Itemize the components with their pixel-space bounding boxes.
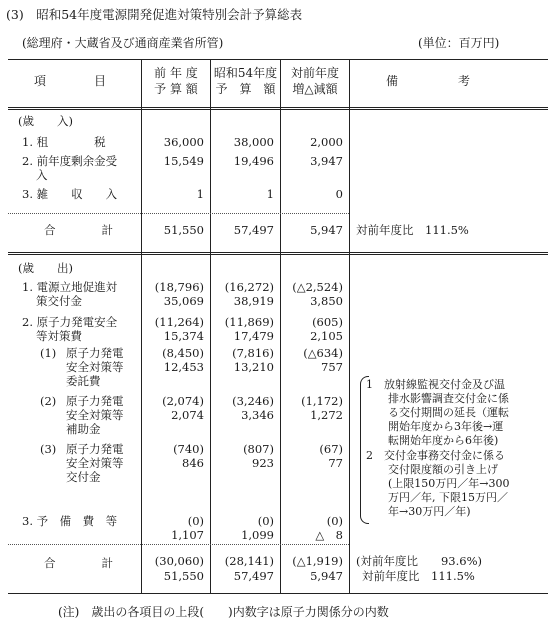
row-label-cont: 安全対策等 xyxy=(66,360,124,374)
row-label-cont: 委託費 xyxy=(66,374,101,388)
cur-value: 17,479 xyxy=(233,329,274,343)
row-label: 1. 電源立地促進対 xyxy=(22,280,118,294)
diff-value: 3,850 xyxy=(310,294,343,308)
remark-line: (上限150万円／年→300 xyxy=(366,477,510,490)
prev-value: 36,000 xyxy=(163,135,204,149)
row-label-cont: 補助金 xyxy=(66,422,101,436)
sub-item-number: (2) xyxy=(40,394,57,408)
header-prev-line1: 前 年 度 xyxy=(154,66,198,80)
row-label: 原子力発電 xyxy=(66,442,124,456)
sub-item-number: (1) xyxy=(40,346,57,360)
prev-value-nuclear: (11,264) xyxy=(154,315,204,329)
diff-value: △ 8 xyxy=(315,528,343,542)
sub-item-number: (3) xyxy=(40,442,57,456)
cur-value-nuclear: (0) xyxy=(257,514,274,528)
document-title: (3) 昭和54年度電源開発促進対策特別会計予算総表 xyxy=(6,7,303,22)
diff-value-nuclear: (1,172) xyxy=(301,394,343,408)
cur-value: 923 xyxy=(252,456,274,470)
diff-value: 5,947 xyxy=(310,569,343,583)
remark-line: 開始年度から3年後→運 xyxy=(366,420,504,433)
prev-value-nuclear: (0) xyxy=(187,514,204,528)
diff-value: 757 xyxy=(321,360,343,374)
diff-value-nuclear: (△634) xyxy=(303,346,343,360)
row-label: 原子力発電 xyxy=(66,346,124,360)
cur-value: 57,497 xyxy=(233,569,274,583)
row-label: 3. 予 備 費 等 xyxy=(22,514,118,528)
row-label-cont: 等対策費 xyxy=(36,329,82,343)
diff-value: 0 xyxy=(335,187,343,201)
remark-line: 排水影響調査交付金に係 xyxy=(366,392,509,405)
diff-value-nuclear: (△2,524) xyxy=(292,280,343,294)
diff-value: 1,272 xyxy=(310,408,343,422)
row-label-cont: 入 xyxy=(36,168,48,182)
ministry-label: (総理府・大蔵省及び通商産業省所管) xyxy=(22,36,224,50)
diff-value-nuclear: (0) xyxy=(326,514,343,528)
remark-line: 1 放射線監視交付金及び温 xyxy=(366,378,505,391)
cur-value: 38,919 xyxy=(233,294,274,308)
cur-value: 38,000 xyxy=(233,135,274,149)
diff-value: 77 xyxy=(328,456,343,470)
prev-value: 2,074 xyxy=(171,408,204,422)
header-diff-line2: 増△減額 xyxy=(292,82,338,96)
header-remarks: 備 考 xyxy=(386,74,471,88)
cur-value: 13,210 xyxy=(233,360,274,374)
cur-value-nuclear: (7,816) xyxy=(232,346,274,360)
cur-value: 3,346 xyxy=(241,408,274,422)
diff-value-nuclear: (67) xyxy=(319,442,343,456)
cur-value-nuclear: (28,141) xyxy=(224,554,274,568)
row-label: 1. 租 税 xyxy=(22,135,106,149)
remark-line: 2 交付金事務交付金に係る xyxy=(366,449,505,462)
unit-label: (単位：百万円) xyxy=(418,36,500,50)
remark-ratio: 対前年度比 111.5% xyxy=(356,223,469,237)
row-label-cont: 交付金 xyxy=(66,470,101,484)
prev-value: 15,549 xyxy=(163,154,204,168)
diff-value-nuclear: (△1,919) xyxy=(292,554,343,568)
prev-value: 51,550 xyxy=(163,223,204,237)
remark-line: 交付限度額の引き上げ xyxy=(366,463,498,476)
row-label: 2. 原子力発電安全 xyxy=(22,315,118,329)
row-label: 原子力発電 xyxy=(66,394,124,408)
prev-value-nuclear: (8,450) xyxy=(162,346,204,360)
prev-value: 846 xyxy=(182,456,204,470)
prev-value: 1,107 xyxy=(171,528,204,542)
remark-line: 転開始年度から6年後) xyxy=(366,434,499,447)
diff-value-nuclear: (605) xyxy=(312,315,343,329)
prev-value-nuclear: (2,074) xyxy=(162,394,204,408)
diff-value: 5,947 xyxy=(310,223,343,237)
row-label-cont: 策交付金 xyxy=(36,294,82,308)
remark-line: 万円／年, 下限15万円／ xyxy=(366,491,508,504)
diff-value: 2,105 xyxy=(310,329,343,343)
total-label: 合 計 xyxy=(44,556,113,570)
prev-value-nuclear: (18,796) xyxy=(154,280,204,294)
row-label: 2. 前年度剰余金受 xyxy=(22,154,118,168)
cur-value: 57,497 xyxy=(233,223,274,237)
prev-value: 1 xyxy=(196,187,204,201)
header-cur-line1: 昭和54年度 xyxy=(213,66,278,80)
remark-ratio: 対前年度比 111.5% xyxy=(362,569,475,583)
cur-value-nuclear: (11,869) xyxy=(224,315,274,329)
revenue-section-label: (歳 入) xyxy=(18,114,73,128)
remark-line: る交付期間の延長（運転 xyxy=(366,406,509,419)
prev-value: 12,453 xyxy=(163,360,204,374)
row-label-cont: 安全対策等 xyxy=(66,408,124,422)
row-label-cont: 安全対策等 xyxy=(66,456,124,470)
cur-value: 1,099 xyxy=(241,528,274,542)
cur-value-nuclear: (3,246) xyxy=(232,394,274,408)
remark-line: 年→30万円／年) xyxy=(366,505,471,518)
prev-value-nuclear: (740) xyxy=(173,442,204,456)
header-cur-line2: 予 算 額 xyxy=(215,82,276,96)
diff-value: 3,947 xyxy=(310,154,343,168)
prev-value: 51,550 xyxy=(163,569,204,583)
cur-value: 1 xyxy=(266,187,274,201)
prev-value-nuclear: (30,060) xyxy=(154,554,204,568)
total-label: 合 計 xyxy=(44,223,113,237)
cur-value-nuclear: (807) xyxy=(243,442,274,456)
header-item: 項 目 xyxy=(34,74,107,88)
remark-ratio-nuclear: (対前年度比 93.6%) xyxy=(356,554,483,568)
header-diff-line1: 対前年度 xyxy=(290,66,339,80)
prev-value: 35,069 xyxy=(163,294,204,308)
prev-value: 15,374 xyxy=(163,329,204,343)
expenditure-section-label: (歳 出) xyxy=(18,261,73,275)
cur-value: 19,496 xyxy=(233,154,274,168)
header-prev-line2: 予 算 額 xyxy=(154,82,198,96)
footnote: (注) 歳出の各項目の上段( )内数字は原子力関係分の内数 xyxy=(58,605,389,619)
row-label: 3. 雑 収 入 xyxy=(22,187,118,201)
cur-value-nuclear: (16,272) xyxy=(224,280,274,294)
diff-value: 2,000 xyxy=(310,135,343,149)
